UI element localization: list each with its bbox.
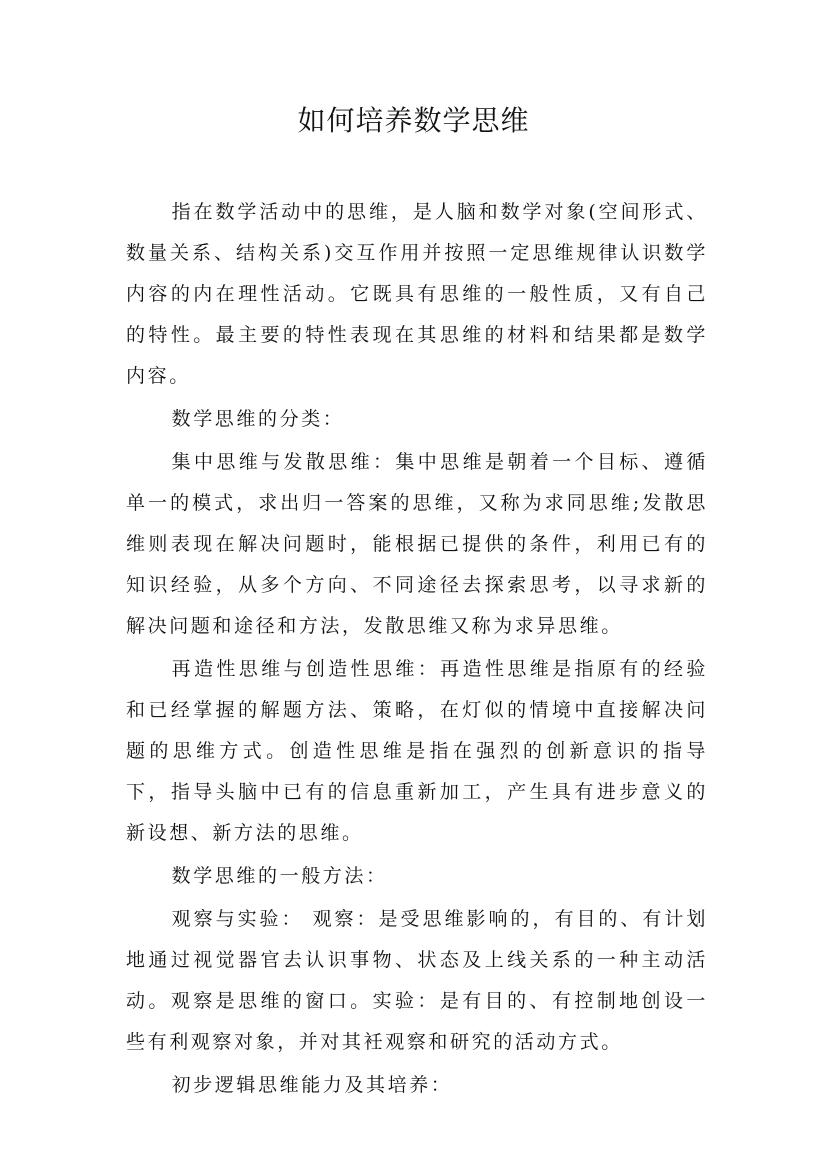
paragraph-logic-heading: 初步逻辑思维能力及其培养： [171, 1074, 453, 1096]
document-title: 如何培养数学思维 [297, 104, 530, 137]
paragraph-reproductive-creative: 再造性思维与创造性思维：再造性思维是指原有的经验和已经掌握的解题方法、策略，在灯似的情境中直接解决问题的思维方式。创造性思维是指在强烈的创新意识的指导下，指导头脑中已有的信息重新加工，产生具有进步意义的新设想、新方法的思维。 [126, 658, 708, 844]
paragraph-definition: 指在数学活动中的思维，是人脑和数学对象(空间形式、数量关系、结构关系)交互作用并按照一定思维规律认识数学内容的内在理性活动。它既具有思维的一般性质，又有自己的特性。最主要的特性表现在其思维的材料和结果都是数学内容。 [126, 201, 708, 387]
document-body [126, 192, 708, 1108]
paragraph-methods-heading: 数学思维的一般方法： [171, 865, 388, 887]
paragraph-convergent-divergent: 集中思维与发散思维：集中思维是朝着一个目标、遵循单一的模式，求出归一答案的思维，又称为求同思维;发散思维则表现在解决问题时，能根据已提供的条件，利用已有的知识经验，从多个方向、不同途径去探索思考，以寻求新的解决问题和途径和方法，发散思维又称为求异思维。 [126, 451, 708, 637]
paragraph-observation-experiment: 观察与实验： 观察：是受思维影响的，有目的、有计划地通过视觉器官去认识事物、状态及上线关系的一种主动活动。观察是思维的窗口。实验：是有目的、有控制地创设一些有利观察对象，并对其衽观察和研究的活动方式。 [126, 908, 708, 1053]
paragraph-classification-heading: 数学思维的分类： [171, 408, 345, 430]
